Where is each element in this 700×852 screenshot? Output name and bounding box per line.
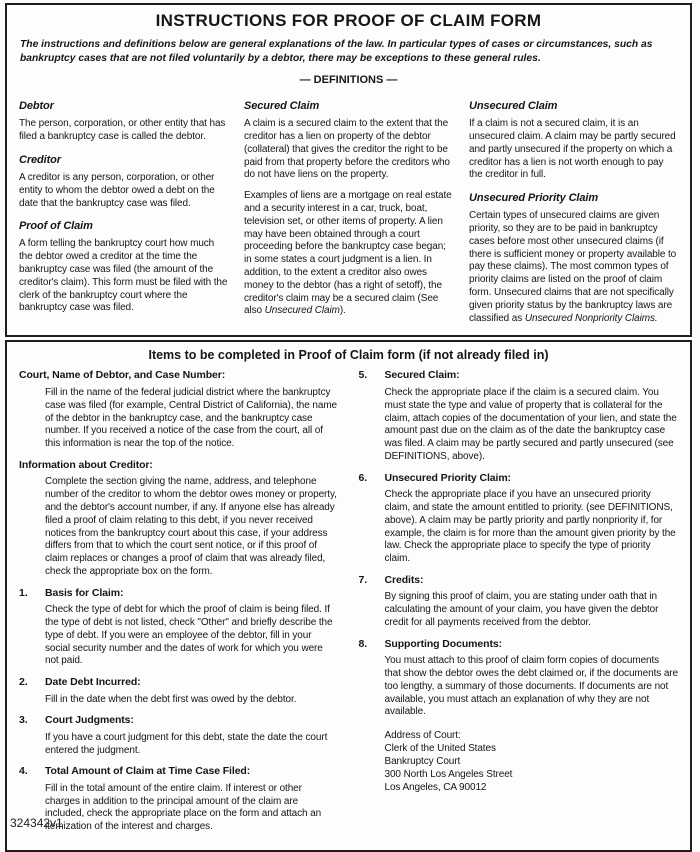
definitions-columns (19, 90, 678, 327)
item-number: 1. (19, 586, 28, 599)
definition-body-proof-of-claim: A form telling the bankruptcy court how much the debtor owed a creditor at the time the bankruptcy case was filed (the amount of the creditor's claim). This form must be filed with the clerk of the bankruptcy court where the bankruptcy case was filed. (19, 238, 228, 314)
address-line: Los Angeles, CA 90012 (384, 782, 487, 794)
item-number: 8. (358, 637, 368, 650)
definition-body-unsecured-claim: If a claim is not a secured claim, it is an unsecured claim. A claim may be partly secured and partly unsecured if the property on which a creditor has a lien is not worth enough to pay the creditor in full. (469, 118, 676, 181)
definition-term-debtor: Debtor (19, 100, 54, 113)
definition-term-unsecured-claim: Unsecured Claim (469, 100, 558, 113)
unsecured-priority-text: Certain types of unsecured claims are given priority, so they are to be paid in bankruptcy cases before most other unsecured claims (if there is sufficient money or property available to pay these claims). The most common types of priority claims are listed on the proof of claim form. Unsecured claims that are not specifically given priority status by the bankruptcy laws are classified as (469, 210, 677, 324)
definition-body-creditor: A creditor is any person, corporation, or other entity to whom the debtor owed a debt on the date that the bankruptcy case was filed. (19, 171, 215, 209)
item-court-name-debtor (19, 369, 339, 450)
page-title: INSTRUCTIONS FOR PROOF OF CLAIM FORM (155, 11, 542, 30)
address-line: Clerk of the United States (384, 743, 496, 755)
secured-claim-text: Examples of liens are a mortgage on real estate and a security interest in a car, truck, boat, television set, or other items of property. A lien may have been obtained through a court proceeding before the bankruptcy case began; in some states a court judgment is a lien. In addition, to the extent a creditor also owes money to the debtor (has a right of setoff), the creditor's claim may be a secured claim (See also (244, 190, 452, 317)
definition-term-creditor: Creditor (19, 153, 61, 166)
item-head (359, 369, 679, 382)
item-heading: Secured Claim: (384, 369, 460, 382)
item-body: You must attach to this proof of claim form copies of documents that show the debtor owes the debt claimed or, if the documents are too lengthy, a summary of those documents. If documents are not available, you must attach an explanation of why they are not available. (384, 655, 678, 718)
definition-body-unsecured-priority-claim (469, 210, 678, 325)
item-court-judgments (19, 714, 339, 757)
definitions-column-2 (244, 90, 453, 327)
item-credits (359, 574, 679, 630)
secured-claim-italic-ref: Unsecured Claim (264, 305, 340, 317)
item-head (19, 587, 339, 600)
item-head (359, 472, 679, 485)
item-number: 5. (358, 369, 368, 382)
definition-term-unsecured-priority-claim: Unsecured Priority Claim (469, 192, 599, 205)
item-heading: Court Judgments: (45, 714, 134, 727)
items-section (5, 340, 692, 852)
item-total-amount-of-claim (19, 765, 339, 834)
definition-body-secured-claim-1: A claim is a secured claim to the extent that the creditor has a lien on property of the debtor (collateral) that gives the creditor the right to be paid from that property before the creditors who do not have liens on the property. (244, 118, 450, 181)
definition-body-secured-claim-2 (244, 190, 453, 318)
item-supporting-documents (359, 638, 679, 794)
item-body: Fill in the date when the debt first was owed by the debtor. (45, 693, 297, 705)
item-date-debt-incurred (19, 676, 339, 706)
definitions-column-3 (469, 90, 678, 327)
instructions-section (5, 3, 692, 337)
items-column-right (359, 369, 679, 842)
item-heading: Supporting Documents: (384, 637, 502, 650)
items-columns (19, 369, 678, 842)
definitions-column-1 (19, 90, 228, 327)
item-basis-for-claim (19, 587, 339, 668)
item-heading: Information about Creditor: (19, 458, 153, 471)
definitions-heading: — DEFINITIONS — (299, 74, 398, 87)
item-heading: Basis for Claim: (45, 586, 124, 599)
item-head (19, 714, 339, 727)
definition-body-debtor: The person, corporation, or other entity that has filed a bankruptcy case is called the debtor. (19, 118, 226, 143)
court-address-block (385, 729, 679, 794)
item-body: Fill in the name of the federal judicial district where the bankruptcy case was filed (for example, Central District of California), the name of the debtor in the bankruptcy case, and the bankruptcy case number. If you received a notice of the case from the court, all of this information is near the top of the notice. (45, 386, 338, 450)
item-unsecured-priority-claim (359, 472, 679, 566)
item-body: Check the appropriate place if you have an unsecured priority claim, and state the amount entitled to priority. (see DEFINITIONS, above). A claim may be partly priority and partly nonpriority if, for example, the claim is for more than the amount given priority by the law. Check the appropriate place to specify the type of priority claim. (384, 489, 676, 565)
item-body: Complete the section giving the name, address, and telephone number of the creditor to whom the debtor owes money or property, and the debtor's account number, if any. If anyone else has already filed a proof of claim relating to this debt, if you never received notices from the bankruptcy court about this case, if your address differs from that to which the court sent notice, or if this proof of claim replaces or changes a proof of claim that was already filed, check the appropriate box on the form. (45, 476, 337, 577)
items-banner: Items to be completed in Proof of Claim form (if not already filed in) (148, 348, 549, 363)
secured-claim-text-tail: ). (339, 305, 346, 317)
item-information-about-creditor (19, 459, 339, 579)
definition-term-proof-of-claim: Proof of Claim (19, 220, 93, 233)
intro-paragraph: The instructions and definitions below are general explanations of the law. In particular types of cases or circumstances, such as bankruptcy cases that are not filed voluntarily by a debtor, there may be exceptions to these general rules. (20, 39, 653, 64)
item-number: 6. (358, 471, 368, 484)
item-heading: Credits: (384, 573, 424, 586)
definition-term-secured-claim: Secured Claim (244, 100, 320, 113)
item-heading: Date Debt Incurred: (45, 676, 141, 689)
item-secured-claim (359, 369, 679, 463)
item-head (19, 676, 339, 689)
item-head (359, 638, 679, 651)
item-number: 4. (19, 765, 28, 778)
item-body: Check the type of debt for which the proof of claim is being filed. If the type of debt is not listed, check "Other" and briefly describe the type of debt. If you were an employee of the debtor, fill in your social security number and the dates of work for which you were not paid. (45, 604, 333, 667)
item-head (19, 369, 339, 382)
address-line: 300 North Los Angeles Street (384, 769, 513, 781)
item-number: 3. (19, 714, 28, 727)
item-body: Fill in the total amount of the entire claim. If interest or other charges in addition to the principal amount of the claim are included, check the appropriate place on the form and attach an itemization of the interest and charges. (45, 782, 322, 833)
item-body: If you have a court judgment for this debt, state the date the court entered the judgment. (45, 731, 328, 756)
item-head (19, 459, 339, 472)
item-body: Check the appropriate place if the claim is a secured claim. You must state the type and value of property that is collateral for the claim, attach copies of the documentation of your lien, and state the amount past due on the claim as of the date the bankruptcy case was filed. A claim may be partly secured and partly unsecured (see DEFINITIONS, above). (384, 386, 677, 462)
item-heading: Unsecured Priority Claim: (384, 471, 511, 484)
item-heading: Total Amount of Claim at Time Case Filed: (45, 765, 251, 778)
document-number: 324342v1 (10, 816, 63, 830)
item-number: 7. (358, 573, 368, 586)
item-body: By signing this proof of claim, you are stating under oath that in calculating the amount of your claim, you have given the debtor credit for all payments received from the debtor. (384, 591, 659, 628)
items-column-left (19, 369, 339, 842)
item-head (359, 574, 679, 587)
unsecured-priority-italic-ref: Unsecured Nonpriority Claims. (524, 312, 658, 324)
item-number: 2. (19, 676, 28, 689)
address-label: Address of Court: (384, 730, 461, 742)
address-line: Bankruptcy Court (384, 756, 461, 768)
item-heading: Court, Name of Debtor, and Case Number: (19, 369, 226, 382)
item-head (19, 765, 339, 778)
